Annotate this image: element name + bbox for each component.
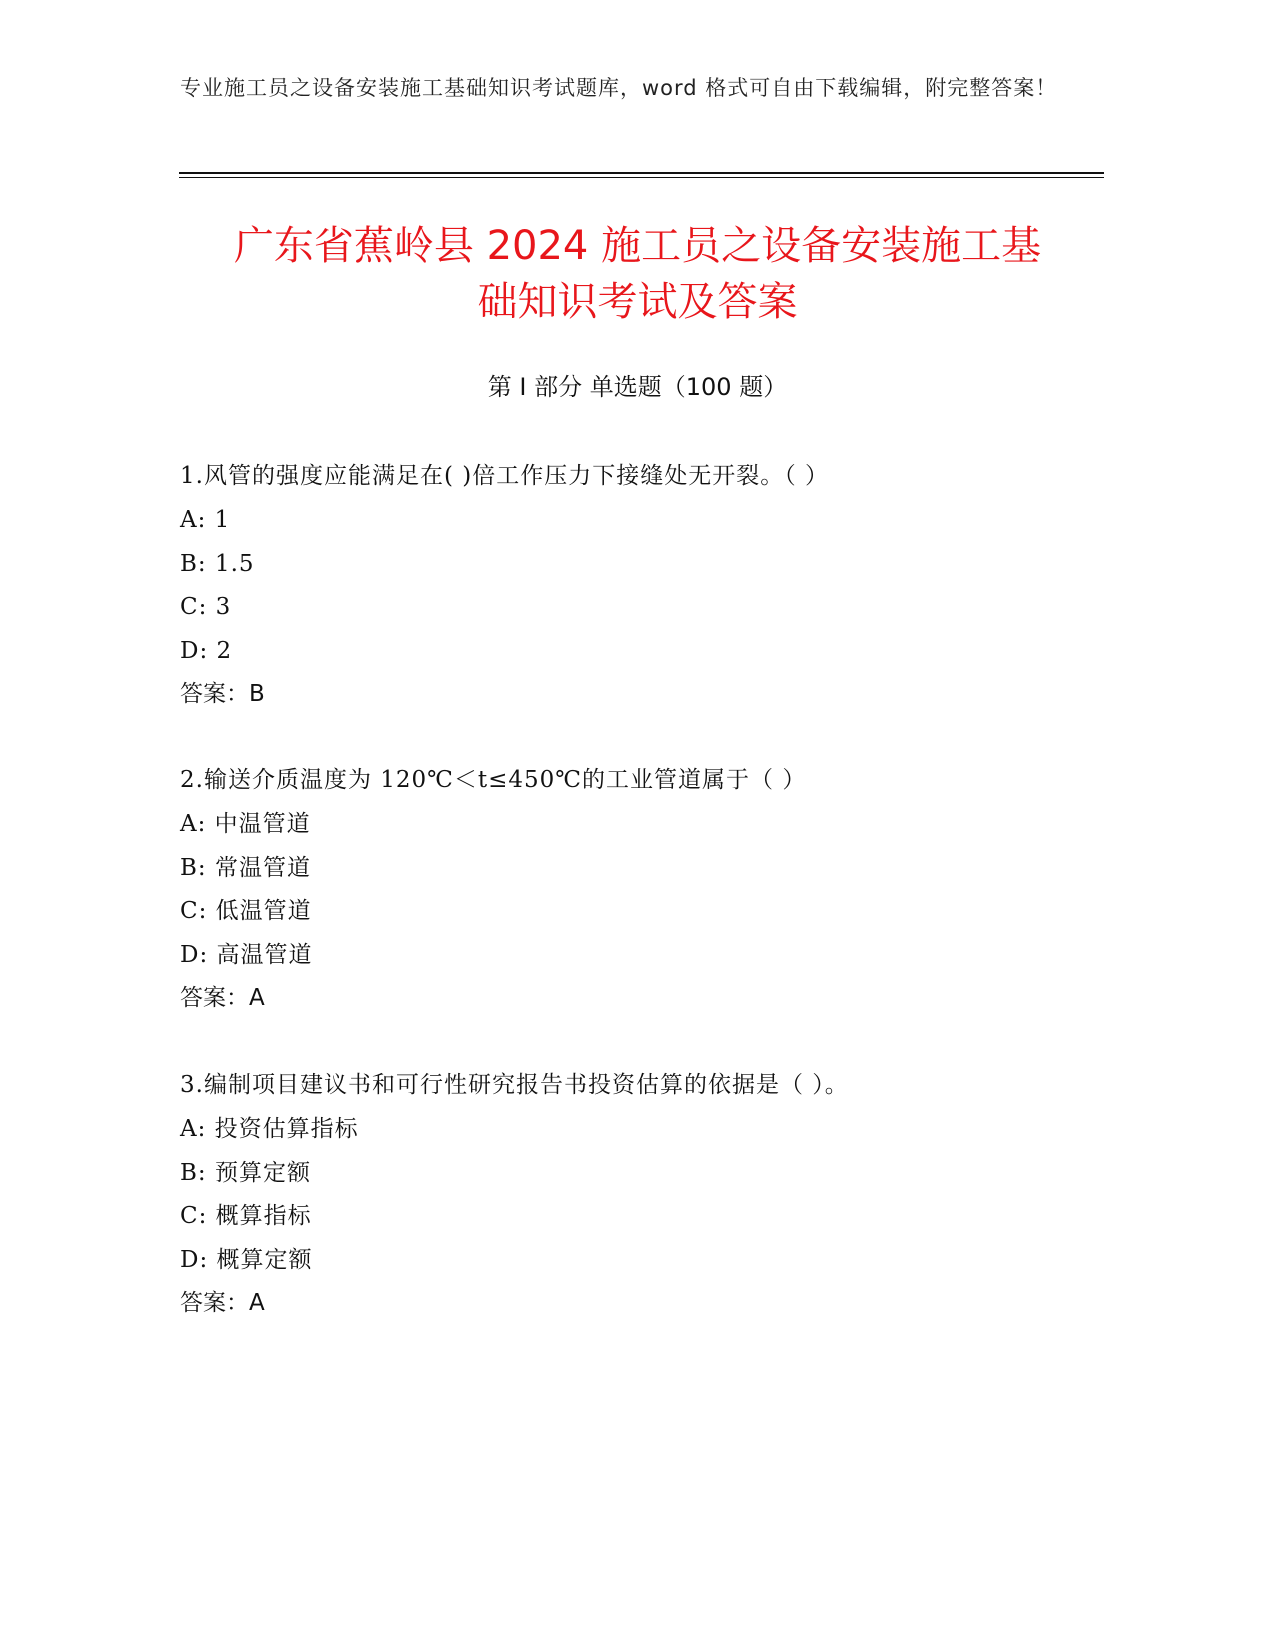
header-rule-thick (179, 172, 1104, 174)
answer: 答案：B (180, 681, 265, 707)
question-stem: 2.输送介质温度为 120℃＜t≤450℃的工业管道属于（ ） (180, 767, 807, 793)
question-3 (180, 1065, 1100, 1327)
document-title (140, 218, 1135, 330)
option-b: B: 常温管道 (180, 854, 311, 881)
option-c: C: 3 (180, 594, 232, 620)
header-note: 专业施工员之设备安装施工基础知识考试题库，word 格式可自由下载编辑，附完整答案！ (180, 76, 1058, 100)
option-b: B: 预算定额 (180, 1159, 311, 1186)
answer: 答案：A (180, 1290, 265, 1316)
question-2 (180, 760, 1100, 1022)
option-a: A: 中温管道 (180, 811, 311, 837)
option-d: D: 概算定额 (180, 1246, 313, 1273)
title-line-2: 础知识考试及答案 (477, 279, 798, 325)
option-d: D: 高温管道 (180, 941, 313, 968)
title-line-1: 广东省蕉岭县 2024 施工员之设备安装施工基 (233, 223, 1042, 269)
question-1 (180, 456, 1100, 718)
option-a: A: 1 (180, 507, 231, 533)
question-stem: 1.风管的强度应能满足在( )倍工作压力下接缝处无开裂。（ ） (180, 463, 830, 489)
option-d: D: 2 (180, 637, 233, 664)
option-c: C: 概算指标 (180, 1203, 312, 1229)
section-heading: 第 I 部分 单选题（100 题） (487, 373, 788, 401)
option-a: A: 投资估算指标 (180, 1116, 359, 1142)
option-b: B: 1.5 (180, 550, 255, 577)
header-rule-thin (179, 177, 1104, 178)
answer: 答案：A (180, 985, 265, 1011)
question-stem: 3.编制项目建议书和可行性研究报告书投资估算的依据是（ ）。 (180, 1072, 849, 1098)
option-c: C: 低温管道 (180, 898, 312, 924)
